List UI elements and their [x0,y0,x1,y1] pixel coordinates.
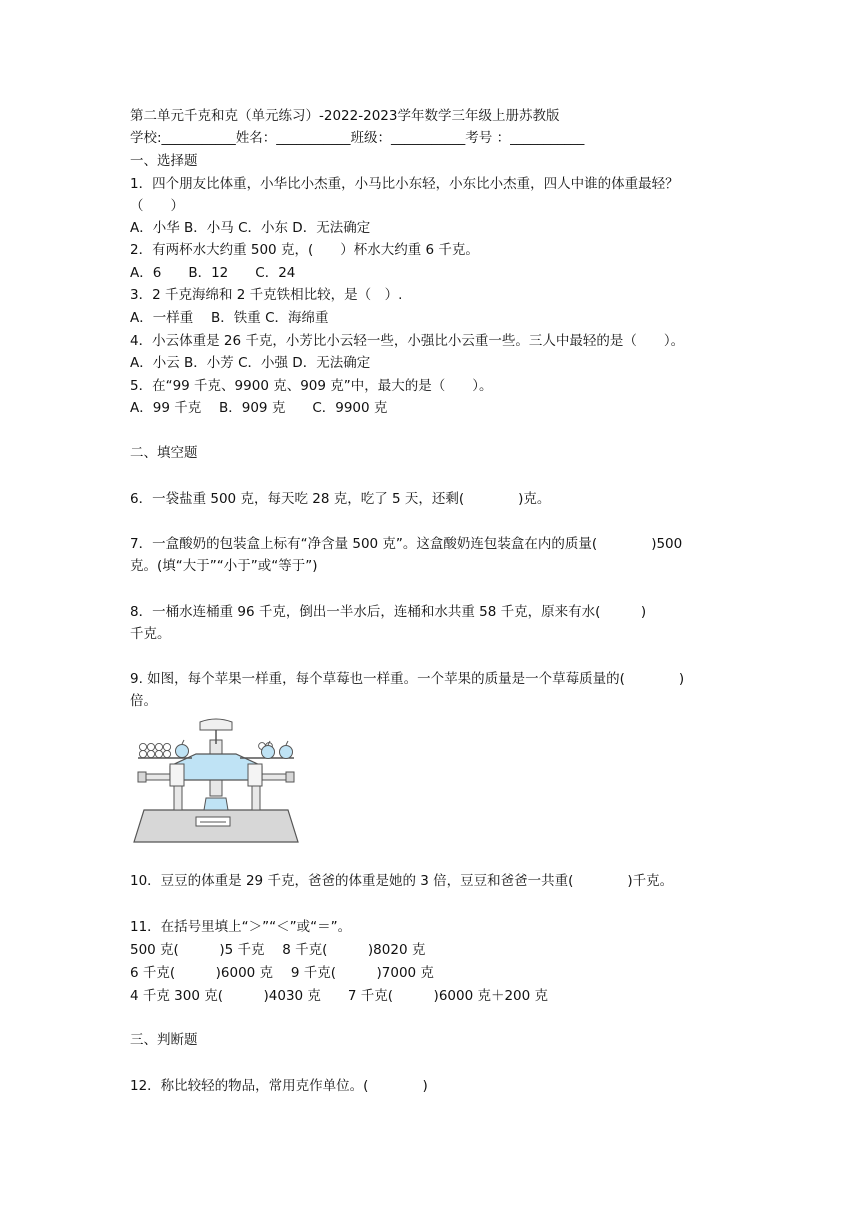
question-8-cont: 千克。 [130,626,171,642]
question-12: 12．称比较轻的物品，常用克作单位。( ) [130,1078,428,1094]
question-1-paren: （ ） [130,198,184,214]
question-11-row-1: 500 克( )5 千克 8 千克( )8020 克 [130,942,426,958]
question-5-options: A．99 千克 B．909 克 C．9900 克 [130,400,388,416]
section-heading-fill: 二、填空题 [130,445,198,461]
question-7-cont: 克。(填“大于”“小于”或“等于”) [130,558,318,574]
question-11-row-3: 4 千克 300 克( )4030 克 7 千克( )6000 克＋200 克 [130,988,549,1004]
student-info-line: 学校:___________姓名：___________班级：___________考号 ：___________ [130,130,585,146]
question-3: 3．2 千克海绵和 2 千克铁相比较，是（ ）. [130,287,403,303]
question-2: 2．有两杯水大约重 500 克，( ）杯水大约重 6 千克。 [130,242,479,258]
page-title: 第二单元千克和克（单元练习）-2022-2023学年数学三年级上册苏教版 [130,108,560,124]
question-1: 1．四个朋友比体重，小华比小杰重，小马比小东轻，小东比小杰重，四人中谁的体重最轻？ [130,176,679,192]
question-5: 5．在“99 千克、9900 克、909 克”中，最大的是（ ）。 [130,378,493,394]
question-4-options: A．小云 B．小芳 C．小强 D．无法确定 [130,355,371,371]
balance-scale-figure [130,714,302,846]
question-9-cont: 倍。 [130,693,157,709]
question-11: 11．在括号里填上“＞”“＜”或“＝”。 [130,919,352,935]
section-heading-choice: 一、选择题 [130,153,198,169]
question-1-options: A．小华 B．小马 C．小东 D．无法确定 [130,220,371,236]
question-8: 8．一桶水连桶重 96 千克，倒出一半水后，连桶和水共重 58 千克，原来有水( ) [130,604,647,620]
question-6: 6．一袋盐重 500 克，每天吃 28 克，吃了 5 天，还剩( )克。 [130,491,551,507]
question-9: 9. 如图，每个苹果一样重，每个草莓也一样重。一个苹果的质量是一个草莓质量的( ) [130,671,685,687]
question-10: 10．豆豆的体重是 29 千克，爸爸的体重是她的 3 倍，豆豆和爸爸一共重( )千克。 [130,873,674,889]
question-11-row-2: 6 千克( )6000 克 9 千克( )7000 克 [130,965,434,981]
question-3-options: A．一样重 B．铁重 C．海绵重 [130,310,329,326]
question-2-options: A．6 B．12 C．24 [130,265,296,281]
section-heading-judge: 三、判断题 [130,1032,198,1048]
question-7: 7．一盒酸奶的包装盒上标有“净含量 500 克”。这盒酸奶连包装盒在内的质量( )500 [130,536,683,552]
question-4: 4．小云体重是 26 千克，小芳比小云轻一些，小强比小云重一些。三人中最轻的是（ ）。 [130,333,685,349]
